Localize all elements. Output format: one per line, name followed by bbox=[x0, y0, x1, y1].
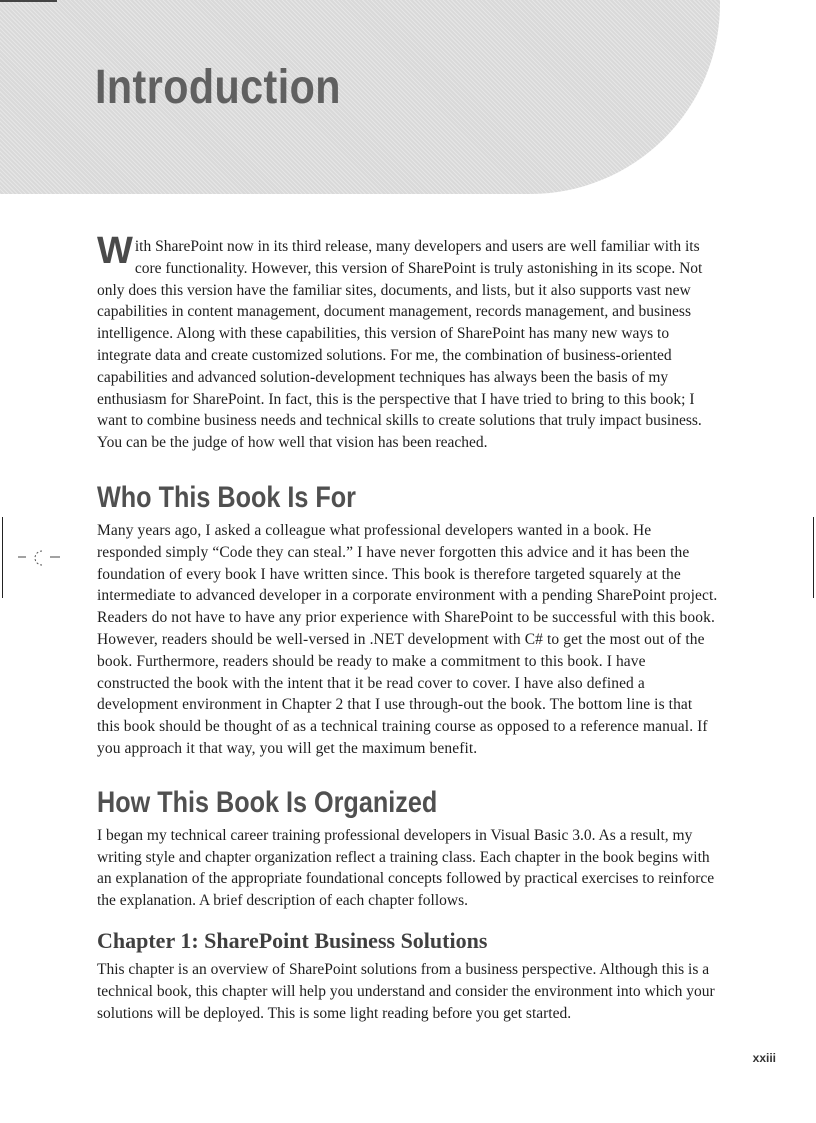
intro-paragraph bbox=[97, 230, 719, 454]
how-this-book-is-organized-paragraph: I began my technical career training professional developers in Visual Basic 3.0. As a result, my writing style and chapter organization reflect a training class. Each chapter in the book begins with an explanation of the appropriate foundational concepts followed by practical exercises to reinforce the explanation. A brief description of each chapter follows. bbox=[97, 826, 715, 910]
registration-mark-icon bbox=[18, 548, 60, 572]
chapter-1-paragraph: This chapter is an overview of SharePoint solutions from a business perspective. Although this is a technical book, this chapter will help you understand and consider the environment into which your solutions will be deployed. This is some light reading before you get started. bbox=[97, 960, 715, 1022]
intro-text: ith SharePoint now in its third release, many developers and users are well familiar with its core functionality. However, this version of SharePoint is truly astonishing in its scope. Not only does this version have the familiar sites, documents, and lists, but it also supports vast new capabilities in content management, document management, records management, and business intelligence. Along with these capabilities, this version of SharePoint has many new ways to integrate data and create customized solutions. For me, the combination of business-oriented capabilities and advanced solution-development techniques has always been the basis of my enthusiasm for SharePoint. In fact, this is the perspective that I have tried to bring to this book; I want to combine business needs and technical skills to create solutions that truly impact business. You can be the judge of how well that vision has been reached. bbox=[97, 238, 703, 452]
top-rule bbox=[0, 0, 57, 2]
left-margin-line bbox=[2, 517, 3, 598]
page-number: xxiii bbox=[752, 1051, 776, 1065]
heading-chapter-1: Chapter 1: SharePoint Business Solutions bbox=[97, 927, 488, 953]
page-content bbox=[97, 230, 719, 1024]
drop-cap: W bbox=[97, 230, 133, 272]
heading-how-this-book-is-organized: How This Book Is Organized bbox=[97, 785, 438, 819]
right-margin-line bbox=[813, 517, 814, 598]
heading-who-this-book-is-for: Who This Book Is For bbox=[97, 480, 356, 514]
chapter-title: Introduction bbox=[95, 61, 341, 114]
who-this-book-is-for-paragraph: Many years ago, I asked a colleague what professional developers wanted in a book. He responded simply “Code they can steal.” I have never forgotten this advice and it has been the foundation of every book I have written since. This book is therefore targeted squarely at the intermediate to advanced developer in a corporate environment with a pending SharePoint project. Readers do not have to have any prior experience with SharePoint to be successful with this book. However, readers should be well-versed in .NET development with C# to get the most out of the book. Furthermore, readers should be ready to make a commitment to this book. I have constructed the book with the intent that it be read cover to cover. I have also defined a development environment in Chapter 2 that I use through-out the book. The bottom line is that this book should be thought of as a technical training course as opposed to a reference manual. If you approach it that way, you will get the maximum benefit. bbox=[97, 521, 718, 757]
